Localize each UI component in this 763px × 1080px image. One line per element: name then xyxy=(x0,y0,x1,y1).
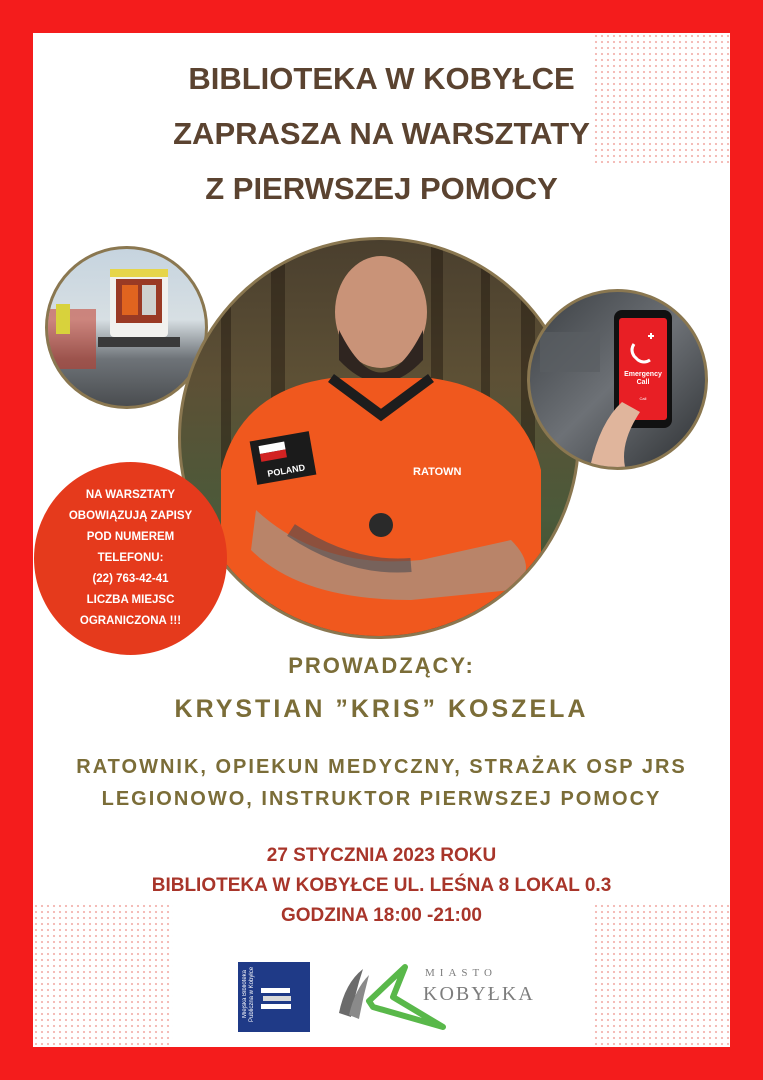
title-line-3: Z PIERWSZEJ POMOCY xyxy=(205,171,558,206)
books-icon xyxy=(258,982,294,1012)
registration-line-2: OBOWIĄZUJĄ ZAPISY xyxy=(68,510,193,522)
library-logo xyxy=(238,962,310,1032)
patch-label: POLAND xyxy=(266,462,306,479)
registration-line-4: TELEFONU: xyxy=(97,552,164,564)
emergency-phone-photo xyxy=(527,289,708,470)
title-line-1: BIBLIOTEKA W KOBYŁCE xyxy=(188,61,575,96)
city-logo-top-text: MIASTO xyxy=(425,967,497,979)
phone-screen-text-1: Emergency xyxy=(624,371,662,378)
library-logo-text: Miejska Biblioteka Publiczna w Kobyłce xyxy=(242,966,255,1022)
presenter-label: PROWADZĄCY: xyxy=(288,653,475,678)
title-line-2: ZAPRASZA NA WARSZTATY xyxy=(173,116,590,151)
roles-line-2: LEGIONOWO, INSTRUKTOR PIERWSZEJ POMOCY xyxy=(101,788,662,810)
registration-line-3: POD NUMEREM xyxy=(86,531,175,543)
registration-line-7: OGRANICZONA !!! xyxy=(79,615,182,627)
roles-line-1: RATOWNIK, OPIEKUN MEDYCZNY, STRAŻAK OSP JRS xyxy=(76,756,687,778)
registration-line-1: NA WARSZTATY xyxy=(85,489,176,501)
phone-screen-text-3: Call xyxy=(639,396,647,401)
registration-badge xyxy=(34,462,227,655)
event-details xyxy=(33,841,730,931)
presenter-photo xyxy=(178,237,580,639)
event-time: GODZINA 18:00 -21:00 xyxy=(281,905,482,926)
presenter-illustration xyxy=(181,240,577,636)
registration-line-6: LICZBA MIEJSC xyxy=(86,594,175,606)
event-date: 27 STYCZNIA 2023 ROKU xyxy=(266,845,497,866)
poster-title xyxy=(33,51,730,216)
shirt-label: RATOWN xyxy=(413,466,462,478)
presenter-roles xyxy=(33,751,730,815)
registration-phone: (22) 763-42-41 xyxy=(92,573,169,585)
city-logo xyxy=(333,963,543,1033)
city-logo-main-text: KOBYŁKA xyxy=(423,983,535,1005)
event-place: BIBLIOTEKA W KOBYŁCE UL. LEŚNA 8 LOKAL 0.3 xyxy=(151,875,612,896)
poster xyxy=(33,33,730,1047)
phone-illustration xyxy=(530,292,705,467)
presenter-name: KRYSTIAN ”KRIS” KOSZELA xyxy=(174,695,589,723)
phone-screen-text-2: Call xyxy=(636,379,650,386)
